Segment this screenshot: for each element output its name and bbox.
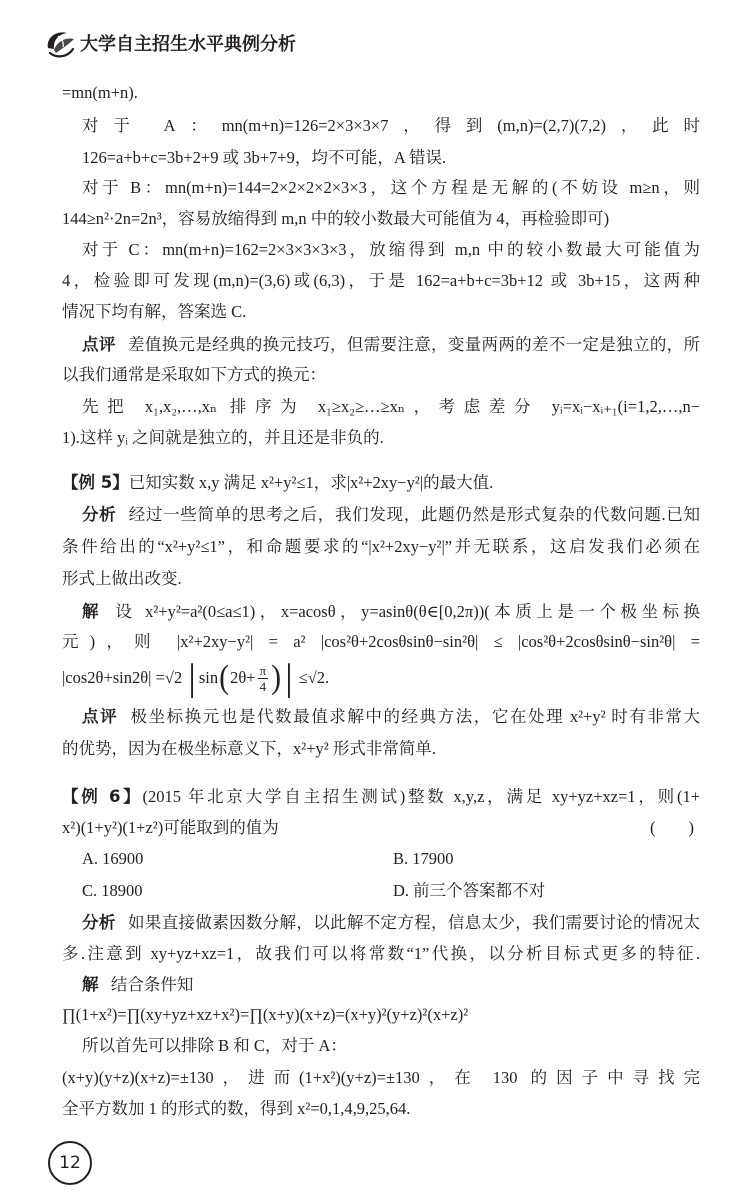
solution-paragraph	[82, 973, 700, 997]
remark-line: 极坐标换元也是代数最值求解中的经典方法，它在处理 x²+y² 时有非常大	[130, 707, 701, 726]
solution-line: =mn(m+n).	[62, 83, 138, 102]
analysis-paragraph	[82, 911, 700, 935]
analysis-label: 分析	[82, 505, 117, 524]
question-text: x²)(1+y²)(1+z²)可能取到的值为	[62, 818, 279, 837]
abs-bar-close: |	[285, 657, 293, 699]
option-c: C. 18900	[82, 881, 143, 900]
analysis-line: 条件给出的“x²+y²≤1”，和命题要求的“|x²+2xy−y²|”并无联系，这启发我们必须在	[62, 537, 700, 556]
solution-line: 对于 B：mn(m+n)=144=2×2×2×2×3×3，这个方程是无解的(不妨设 m≥n，则	[82, 178, 700, 197]
paren-close: )	[271, 658, 282, 696]
example-5-question	[62, 471, 700, 495]
example-label: 【例 5】	[62, 473, 129, 492]
remark-line: 先把 x₁,x₂,…,xₙ 排序为 x₁≥x₂≥…≥xₙ，考虑差分 yᵢ=xᵢ−xᵢ₊₁(i=1,2,…,n−	[82, 397, 700, 416]
remark-paragraph	[82, 705, 700, 729]
running-header-title: 大学自主招生水平典例分析	[80, 34, 296, 55]
remark-line: 以我们通常是采取如下方式的换元：	[62, 365, 326, 384]
solution-paragraph	[82, 600, 700, 624]
analysis-line: 经过一些简单的思考之后，我们发现，此题仍然是形式复杂的代数问题.已知	[128, 505, 701, 524]
page-number: 12	[48, 1141, 92, 1185]
product-formula: ∏(1+x²)=∏(xy+yz+xz+x²)=∏(x+y)(x+z)=(x+y)²(y+z)²(x+z)²	[62, 1005, 469, 1024]
solution-line: 情况下均有解，答案选 C.	[62, 302, 247, 321]
solution-line: 对于 C：mn(m+n)=162=2×3×3×3×3，放缩得到 m,n 中的较小数最大可能值为	[82, 240, 700, 259]
solution-line: (x+y)(y+z)(x+z)=±130，进而(1+x²)(y+z)=±130，在 130 的因子中寻找完	[62, 1068, 700, 1087]
solution-line: 对于 A：mn(m+n)=126=2×3×3×7，得到(m,n)=(2,7)(7,2)，此时	[82, 116, 700, 135]
analysis-line: 多.注意到 xy+yz+xz=1，故我们可以将常数“1”代换，以分析目标式更多的特征.	[62, 944, 700, 963]
example-label: 【例 6】	[62, 787, 143, 806]
remark-label: 点评	[82, 707, 119, 726]
solution-line: 结合条件知	[110, 975, 194, 994]
solution-line: 4，检验即可发现(m,n)=(3,6)或(6,3)，于是 162=a+b+c=3b+12 或 3b+15，这两种	[62, 271, 700, 290]
solution-line: 126=a+b+c=3b+2+9 或 3b+7+9，均不可能，A 错误.	[82, 148, 447, 167]
solution-line: 所以首先可以排除 B 和 C，对于 A：	[82, 1036, 347, 1055]
formula-tail: ≤√2.	[298, 668, 330, 687]
analysis-paragraph	[82, 503, 700, 527]
option-d: D. 前三个答案都不对	[393, 881, 546, 900]
question-text: (2015 年北京大学自主招生测试)整数 x,y,z，满足 xy+yz+xz=1，则(1+	[142, 787, 700, 806]
formula-argument: 2θ+	[230, 668, 256, 687]
solution-line: 144≥n²·2n=2n³，容易放缩得到 m,n 中的较小数最大可能值为 4，再检验即可)	[62, 209, 610, 228]
analysis-label: 分析	[82, 913, 116, 932]
answer-blank: ( )	[650, 818, 694, 837]
option-a: A. 16900	[82, 849, 144, 868]
fraction-denominator: 4	[259, 678, 267, 694]
solution-line: 全平方数加 1 的形式的数，得到 x²=0,1,4,9,25,64.	[62, 1099, 411, 1118]
abs-bar-open: |	[188, 657, 196, 699]
solution-label: 解	[82, 602, 104, 621]
remark-line: 的优势，因为在极坐标意义下，x²+y² 形式非常简单.	[62, 739, 436, 758]
solution-line: 元)，则 |x²+2xy−y²| = a² |cos²θ+2cosθsinθ−sin²θ| ≤ |cos²θ+2cosθsinθ−sin²θ| =	[62, 632, 700, 651]
formula-function: sin	[198, 668, 219, 687]
leaf-emblem-icon	[43, 27, 77, 61]
example-6-question	[62, 785, 700, 809]
solution-label: 解	[82, 975, 99, 994]
remark-paragraph	[82, 333, 700, 357]
analysis-line: 如果直接做素因数分解，以此解不定方程，信息太少，我们需要讨论的情况太	[128, 913, 701, 932]
option-b: B. 17900	[393, 849, 454, 868]
question-text: 已知实数 x,y 满足 x²+y²≤1，求|x²+2xy−y²|的最大值.	[128, 473, 494, 492]
paren-open: (	[219, 658, 230, 696]
formula-lead: |cos2θ+sin2θ| =√2	[62, 668, 183, 687]
remark-label: 点评	[82, 335, 116, 354]
fraction	[258, 663, 269, 694]
remark-line: 1).这样 yᵢ 之间就是独立的，并且还是非负的.	[62, 428, 384, 447]
fraction-numerator: π	[259, 662, 267, 678]
solution-final-formula	[62, 656, 329, 700]
remark-line: 差值换元是经典的换元技巧，但需要注意，变量两两的差不一定是独立的，所	[128, 335, 701, 354]
analysis-line: 形式上做出改变.	[62, 569, 182, 588]
solution-line: 设 x²+y²=a²(0≤a≤1)，x=acosθ，y=asinθ(θ∈[0,2π))(本质上是一个极坐标换	[115, 602, 701, 621]
